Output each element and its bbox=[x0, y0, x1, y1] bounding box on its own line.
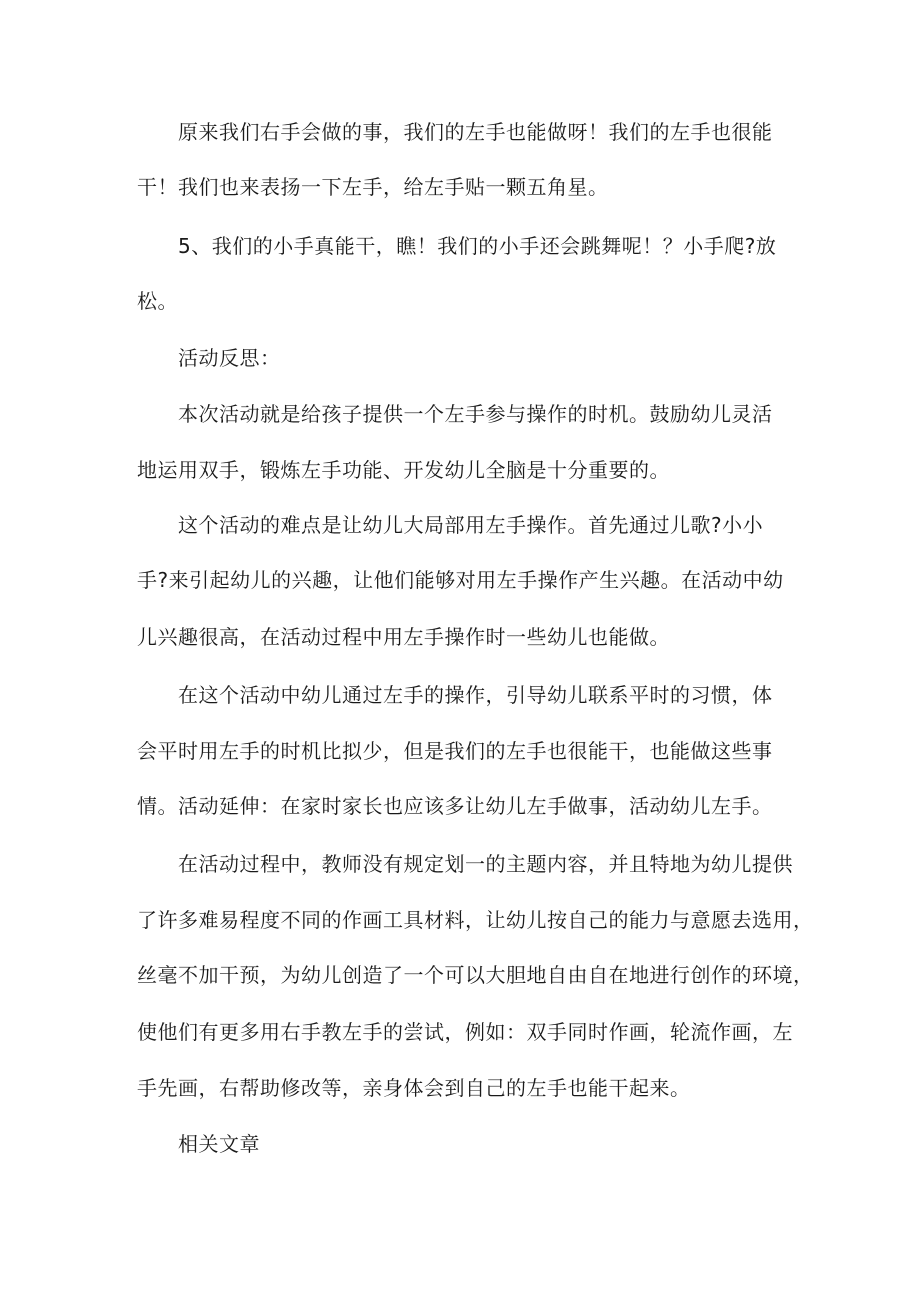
text-line: 这个活动的难点是让幼儿大局部用左手操作。首先通过儿歌?小小 bbox=[178, 513, 764, 537]
text-line: 5、我们的小手真能干，瞧！我们的小手还会跳舞呢！？小手爬?放 bbox=[178, 234, 777, 258]
text-line: 丝毫不加干预，为幼儿创造了一个可以大胆地自由自在地进行创作的环境， bbox=[137, 963, 814, 987]
text-line: 手?来引起幼儿的兴趣，让他们能够对用左手操作产生兴趣。在活动中幼 bbox=[137, 568, 784, 592]
text-line: 地运用双手，锻炼左手功能、开发幼儿全脑是十分重要的。 bbox=[137, 458, 670, 482]
text-line: 情。活动延伸：在家时家长也应该多让幼儿左手做事，活动幼儿左手。 bbox=[137, 794, 773, 818]
text-line: 使他们有更多用右手教左手的尝试，例如：双手同时作画，轮流作画，左 bbox=[137, 1020, 793, 1044]
text-line: 松。 bbox=[137, 289, 178, 313]
text-line: 了许多难易程度不同的作画工具材料，让幼儿按自己的能力与意愿去选用， bbox=[137, 908, 814, 932]
text-line: 会平时用左手的时机比拟少，但是我们的左手也很能干，也能做这些事 bbox=[137, 739, 773, 763]
text-line: 活动反思： bbox=[178, 346, 281, 370]
text-line: 干！我们也来表扬一下左手，给左手贴一颗五角星。 bbox=[137, 175, 609, 199]
text-line: 手先画，右帮助修改等，亲身体会到自己的左手也能干起来。 bbox=[137, 1076, 691, 1100]
text-line: 本次活动就是给孩子提供一个左手参与操作的时机。鼓励幼儿灵活 bbox=[178, 402, 773, 426]
text-line: 儿兴趣很高，在活动过程中用左手操作时一些幼儿也能做。 bbox=[137, 625, 670, 649]
text-line: 原来我们右手会做的事，我们的左手也能做呀！我们的左手也很能 bbox=[178, 120, 773, 144]
text-line: 在活动过程中，教师没有规定划一的主题内容，并且特地为幼儿提供 bbox=[178, 852, 793, 876]
text-line: 在这个活动中幼儿通过左手的操作，引导幼儿联系平时的习惯，体 bbox=[178, 683, 773, 707]
related-articles-heading: 相关文章 bbox=[178, 1132, 260, 1156]
